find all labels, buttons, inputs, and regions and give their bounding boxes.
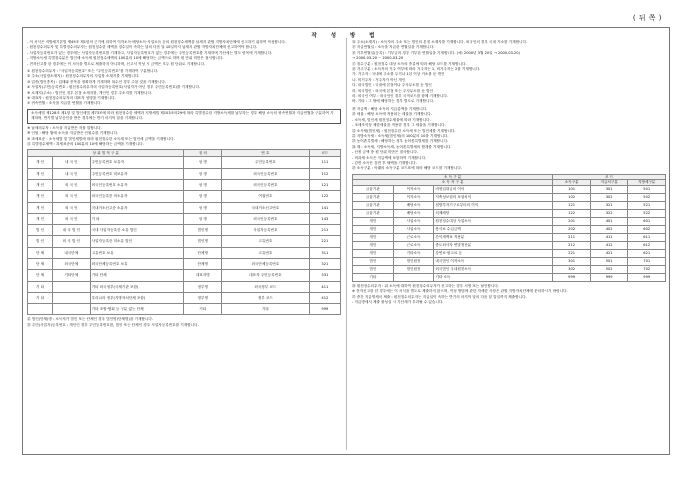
- cell-code: 321: [309, 258, 340, 269]
- cell-name: 기 타: [90, 213, 184, 224]
- table-row: [28, 202, 341, 213]
- instruction-item: ㉔ 계 : 소득세, 지방소득세, 농어촌특별세의 합계를 기재합니다.: [352, 144, 452, 149]
- cell-subgroup: 외 국 인: [53, 179, 91, 190]
- left-items-top: [27, 69, 341, 107]
- th-payer-code: 지급처구분: [590, 180, 628, 186]
- cell-income-kind: 기타소득: [393, 249, 434, 257]
- footnote-item: - 지급명세서 제출 불성실 시 가산세가 부과될 수 있습니다.: [352, 299, 444, 304]
- cell-description: 기타 소득: [434, 273, 553, 281]
- instruction-item: ⑮ 지급연월일 : 소득을 지급한 연월일을 기재합니다.: [352, 45, 435, 50]
- cell-income-code: 121: [553, 201, 591, 209]
- th-number: 번 호: [222, 150, 310, 157]
- footnote-item: ㉗ 중간 지급명세서 제출 : 원천징수의무자는 지급일이 속하는 반기의 마지막 달의 다음 달 말일까지 제출합니다.: [352, 294, 527, 299]
- cell-name: 우리나라 정부(지방자치단체 포함): [90, 292, 184, 303]
- cell-number: 대표자 주민등록번호: [222, 270, 310, 281]
- intro-paragraph: - 지방소득세 특별징수분은 법인세·소득세 원천징수세액의 100분의 10에 해당하는 금액으로 하며 원 단위 미만은 절사합니다.: [27, 56, 224, 61]
- table-row: [353, 209, 666, 217]
- cell-local-code: 999: [628, 273, 666, 281]
- cell-number: 외국인등록번호: [222, 168, 310, 179]
- th-local-code: 지방세구분: [628, 180, 666, 186]
- instruction-item: ⑬ 주민(사업자)등록번호 : 개인인 경우 주민등록번호를, 법인 또는 단체인 경우 사업자등록번호를 기재합니다.: [27, 322, 199, 327]
- cell-local-code: 502: [628, 193, 666, 201]
- cell-subgroup: 내 국 법 인: [53, 225, 91, 236]
- cell-payer-code: 411: [590, 233, 628, 241]
- cell-income-code: 302: [553, 265, 591, 273]
- table-row: [28, 168, 341, 179]
- cell-earner-group: 기타: [353, 273, 394, 281]
- cell-number: 사업자등록번호: [222, 225, 310, 236]
- cell-description: 봉사료 수입금액: [434, 225, 553, 233]
- table-row: [353, 201, 666, 209]
- instruction-item: ⑱ 거주구분 : 소득자의 거주 여부에 따라 거주자는 1, 비거주자는 2를 기재합니다.: [352, 67, 481, 72]
- cell-name: 주민등록번호 미보유자: [90, 168, 184, 179]
- cell-group: 기 타: [28, 281, 53, 292]
- instruction-item: - 소득세, 법인세 원천징수세율에 따라 기재합니다.: [352, 117, 431, 122]
- column-divider: [346, 38, 347, 450]
- cell-payer-code: 501: [590, 257, 628, 265]
- instruction-item: ⑪ 특별징수세액 : 과세표준의 100분의 10에 해당하는 금액을 기재합니다.: [27, 141, 144, 146]
- cell-subgroup: [53, 281, 91, 292]
- cell-basis: 단체명: [184, 258, 222, 269]
- cell-code: 999: [309, 304, 340, 315]
- cell-earner-group: 법인: [353, 265, 394, 273]
- cell-income-kind: 배당소득: [393, 209, 434, 217]
- cell-description: 외국법인 국내원천소득: [434, 265, 553, 273]
- cell-code: 143: [309, 213, 340, 224]
- cell-description: 원천징수대상 사업소득: [434, 217, 553, 225]
- cell-local-code: 602: [628, 225, 666, 233]
- cell-income-kind: 법인원천: [393, 265, 434, 273]
- cell-income-code: 999: [553, 273, 591, 281]
- instruction-item: ⑧ 납세의무자 : 소득을 지급받은 자를 말합니다.: [27, 125, 102, 130]
- intro-paragraph: - 전자신고를 한 경우에는 이 서식을 별도로 제출하지 아니하며, 신고서 작성 시 금액은 모두 원 단위로 기재합니다.: [27, 61, 206, 66]
- cell-code: 141: [309, 202, 340, 213]
- cell-description: 강연료·원고료 등: [434, 249, 553, 257]
- cell-payer-code: 502: [590, 265, 628, 273]
- left-items-mid: [27, 126, 341, 148]
- cell-group: 개 인: [28, 157, 53, 168]
- instruction-item: ※ 전자신고를 한 경우에는 이 서식을 별도로 제출하지 않으며, 작성 방법에 관한 자세한 사항은 관할 지방자치단체에 문의하시기 바랍니다.: [352, 289, 568, 294]
- cell-name: 주민등록번호 보유자: [90, 157, 184, 168]
- cell-local-code: 621: [628, 249, 666, 257]
- instruction-item: ⑭ 주소(소재지) : 소득자의 주소 또는 법인의 본점 소재지를 기재합니다. 외국인의 경우 국내 거소를 기재합니다.: [352, 40, 528, 44]
- cell-description: 의제배당: [434, 209, 553, 217]
- instruction-item: - 조세조약상 제한세율을 적용한 경우 그 세율을 기재합니다.: [352, 123, 446, 128]
- table-row: [28, 191, 341, 202]
- instruction-item: ⑩ 과세표준 : 소득세법 및 법인세법에 따라 원천징수한 소득세 또는 법인세 금액을 기재합니다.: [27, 136, 175, 141]
- right-items-mid: [352, 107, 666, 172]
- table-row: [353, 217, 666, 225]
- cell-earner-group: 금융기관: [353, 185, 394, 193]
- th-code: 코드: [309, 150, 340, 157]
- cell-name: 국내거소신고증 소유자: [90, 202, 184, 213]
- instruction-item: 가. 거주자 : 국내에 주소를 두거나 1년 이상 거소를 둔 개인: [352, 72, 445, 77]
- cell-income-kind: 이자소득: [393, 193, 434, 201]
- instruction-item: 다. 내국법인 : 국내에 본점이나 주사무소를 둔 법인: [352, 83, 432, 88]
- cell-group: 단 체: [28, 247, 53, 258]
- table-row: [28, 236, 341, 247]
- income-type-code-table: [352, 174, 666, 282]
- cell-group: [28, 304, 53, 315]
- left-items-bottom: [27, 317, 341, 328]
- th-codes: 코 드: [553, 174, 666, 180]
- table-row: [28, 281, 341, 292]
- cell-name: 사업자등록증 미소유 법인: [90, 236, 184, 247]
- cell-code: 411: [309, 281, 340, 292]
- cell-basis: 성 명: [184, 202, 222, 213]
- cell-local-code: 522: [628, 209, 666, 217]
- cell-basis: 성 명: [184, 168, 222, 179]
- cell-number: 정부 코드: [222, 292, 310, 303]
- cell-basis: 성 명: [184, 213, 222, 224]
- cell-subgroup: 외 국 법 인: [53, 236, 91, 247]
- table-row: [353, 249, 666, 257]
- left-column: [27, 40, 341, 328]
- cell-description: 집합투자기구로부터의 이익: [434, 201, 553, 209]
- cell-group: 개 인: [28, 168, 53, 179]
- cell-code: 111: [309, 157, 340, 168]
- cell-basis: 법인명: [184, 236, 222, 247]
- cell-number: 기타: [222, 304, 310, 315]
- cell-subgroup: 기타단체: [53, 270, 91, 281]
- instruction-item: ⑦ 귀속연월 : 소득을 지급한 연월을 기재합니다.: [27, 101, 102, 106]
- cell-code: 311: [309, 247, 340, 258]
- cell-basis: 대표자명: [184, 270, 222, 281]
- cell-earner-group: 개인: [353, 225, 394, 233]
- th-basis: 징 의: [184, 150, 222, 157]
- instruction-item: - 비과세 소득은 지급액에 포함하여 기재합니다.: [352, 155, 427, 160]
- cell-subgroup: 외 국 인: [53, 213, 91, 224]
- cell-number: 고유번호: [222, 247, 310, 258]
- cell-name: 기타 단체: [90, 270, 184, 281]
- right-items-bottom: [352, 284, 666, 295]
- cell-number: 국내거소신고번호: [222, 202, 310, 213]
- cell-payer-code: 302: [590, 193, 628, 201]
- instruction-item: ① 원천징수의무자 : "사업자등록번호" 또는 "주민등록번호"를 기재하여 구분합니다.: [27, 69, 159, 74]
- cell-earner-group: 금융기관: [353, 193, 394, 201]
- cell-basis: 정부명: [184, 281, 222, 292]
- table-row: [28, 225, 341, 236]
- cell-payer-code: 321: [590, 201, 628, 209]
- instruction-item: ㉕ 소득구분 : 아래의 소득구분 코드표에 따라 해당 코드를 기재합니다.: [352, 166, 462, 171]
- instruction-item: ⑨ 인원 : 해당 월에 소득을 지급받은 인원수를 기재합니다.: [27, 131, 119, 136]
- boxed-note-text: 소득세법 제128조 제1항 및 법인세법 제73조에 따라 원천징수한 세액과 지방세법 제103조의29에 따라 특별징수한 지방소득세를 납부하는 경우 해당 소득의 귀속연월과 지급연월을 구분하여 기재하며, 반기별 납부승인을 받은 경우에는 반기 마지막 달을 기재합니다.: [31, 110, 334, 121]
- intro-paragraph: - 이 서식은 지방세기본법 제49조 제1항의 근거에 의하여 이자소득·배당소득·사업소득 등의 원천징수세액을 납세지 관할 지방자치단체에 신고하기 위하여 작성합니다.: [27, 40, 286, 44]
- cell-number: 외국인등록번호: [222, 213, 310, 224]
- table-row: [28, 258, 341, 269]
- right-items-top: [352, 40, 666, 105]
- instruction-item: ⑥ 대표자 : 원천징수의무자의 대표자 성명을 기재합니다.: [27, 96, 116, 101]
- table-row: [353, 265, 666, 273]
- cell-income-kind: [393, 273, 434, 281]
- instruction-item: ⑳ 세율 : 해당 소득에 적용되는 세율을 기재합니다.: [352, 112, 432, 117]
- instruction-item: ③ 업종(법인종목) : 업태와 종목을 정확하게 기재하며 복수인 경우 주된 것을 기재합니다.: [27, 79, 166, 84]
- income-earner-code-table: [27, 149, 341, 315]
- instruction-item: 바. 기타 : 그 밖에 해당하는 경우 별도로 기재합니다.: [352, 99, 435, 104]
- cell-income-code: 122: [553, 209, 591, 217]
- cell-income-kind: 이자소득: [393, 185, 434, 193]
- cell-code: 121: [309, 179, 340, 190]
- instruction-item: ② 주소(사업장소재지) : 원천징수의무자의 사업장 소재지를 기재합니다.: [27, 74, 140, 79]
- cell-payer-code: 402: [590, 225, 628, 233]
- cell-income-code: 101: [553, 185, 591, 193]
- cell-description: 간이세액표 적용분: [434, 233, 553, 241]
- table-row: [28, 270, 341, 281]
- table-row: [28, 213, 341, 224]
- table-row: [353, 193, 666, 201]
- instruction-item: 마. 외국인 여부 : 외국인인 경우 국적코드를 함께 기재합니다.: [352, 94, 448, 99]
- cell-income-code: 201: [553, 217, 591, 225]
- cell-payer-code: 421: [590, 249, 628, 257]
- instruction-item: - 산정 금액 중 원 단위 미만은 절사합니다.: [352, 150, 418, 155]
- instruction-item: ㉖ 원천징수의무자 : 위 소득에 대하여 원천징수의무자가 신고하는 경우 서명 또는 날인합니다.: [352, 283, 499, 288]
- cell-number: 고유번호: [222, 236, 310, 247]
- cell-income-kind: 사업소득: [393, 225, 434, 233]
- right-footnotes: [352, 295, 666, 306]
- left-intro: [27, 40, 341, 67]
- cell-income-code: 211: [553, 233, 591, 241]
- cell-group: 개 인: [28, 179, 53, 190]
- table-row: [353, 257, 666, 265]
- cell-basis: 정부명: [184, 292, 222, 303]
- table-row: [353, 241, 666, 249]
- instruction-item: ㉓ 농어촌특별세 : 해당하는 경우 농어촌특별세를 기재합니다.: [352, 139, 449, 144]
- instruction-item: 라. 외국법인 : 외국에 본점 또는 주사무소를 둔 법인: [352, 88, 433, 93]
- cell-earner-group: 개인: [353, 217, 394, 225]
- table-row: [28, 179, 341, 190]
- table-header-row: [28, 150, 341, 157]
- instruction-item: ⑲ 지급액 : 해당 소득의 지급총액을 기재합니다.: [352, 106, 428, 111]
- th-income-type: 소 득 구 분: [353, 174, 553, 180]
- cell-name: 외국단체등록번호 보유: [90, 258, 184, 269]
- cell-code: 412: [309, 292, 340, 303]
- cell-payer-code: 401: [590, 217, 628, 225]
- table-row: [353, 185, 666, 193]
- cell-income-kind: 근로소득: [393, 233, 434, 241]
- instruction-item: - 감면 소득은 감면 후 세액을 기재합니다.: [352, 160, 417, 165]
- cell-group: 단 체: [28, 270, 53, 281]
- cell-number: 외국인등록번호: [222, 179, 310, 190]
- cell-earner-group: 개인: [353, 233, 394, 241]
- cell-local-code: 612: [628, 241, 666, 249]
- cell-basis: 기타: [184, 304, 222, 315]
- cell-local-code: 501: [628, 185, 666, 193]
- cell-income-code: 221: [553, 249, 591, 257]
- cell-number: 외국정부 코드: [222, 281, 310, 292]
- table-row: [28, 292, 341, 303]
- cell-group: 개 인: [28, 191, 53, 202]
- table-row: [353, 233, 666, 241]
- cell-subgroup: 내국단체: [53, 247, 91, 258]
- cell-income-code: 301: [553, 257, 591, 265]
- cell-subgroup: 내 국 인: [53, 157, 91, 168]
- cell-name: 기타 외국정부(국제기관 포함): [90, 281, 184, 292]
- cell-subgroup: 내 국 인: [53, 168, 91, 179]
- cell-income-kind: 배당소득: [393, 201, 434, 209]
- cell-income-code: 202: [553, 225, 591, 233]
- cell-payer-code: 999: [590, 273, 628, 281]
- boxed-note: [27, 109, 341, 124]
- cell-earner-group: 개인: [353, 241, 394, 249]
- th-income-code: 소득구분: [553, 180, 591, 186]
- cell-earner-group: 개인: [353, 249, 394, 257]
- cell-income-code: 212: [553, 241, 591, 249]
- sheet-title: 작 성 방 법: [311, 33, 381, 39]
- cell-local-code: 521: [628, 201, 666, 209]
- cell-group: 단 체: [28, 258, 53, 269]
- instruction-item: ⑯ 기부연월일(등록) : 기부금의 경우 기부한 연월일을 기재합니다. (예: 2000년 3월 20일 → 2000.03.20): [352, 50, 520, 55]
- instruction-item: ④ 사업자(주민)등록번호 : 원천징수의무자의 사업자등록번호(사업자가 아닌 경우 주민등록번호)를 기재합니다.: [27, 85, 201, 90]
- cell-basis: 성 명: [184, 191, 222, 202]
- cell-income-kind: 법인원천: [393, 257, 434, 265]
- cell-local-code: 611: [628, 233, 666, 241]
- cell-earner-group: 금융기관: [353, 209, 394, 217]
- intro-paragraph: - 원천징수의무자 및 특별징수의무자는 원천징수한 세액을 징수일이 속하는 달의 다음 달 10일까지 납세지 관할 지방자치단체에 신고하여야 합니다.: [27, 45, 258, 50]
- cell-group: 법 인: [28, 225, 53, 236]
- cell-code: 331: [309, 270, 340, 281]
- th-earner-type: 소 득 자 구 분: [353, 180, 553, 186]
- cell-number: 주민등록번호: [222, 157, 310, 168]
- cell-local-code: 702: [628, 265, 666, 273]
- cell-basis: 성 명: [184, 157, 222, 168]
- table-row: [353, 225, 666, 233]
- cell-subgroup: [53, 292, 91, 303]
- table-row: [28, 157, 341, 168]
- table-row: [353, 273, 666, 281]
- cell-subgroup: 외 국 인: [53, 202, 91, 213]
- table-row: [28, 304, 341, 315]
- cell-basis: 법인명: [184, 225, 222, 236]
- cell-code: 221: [309, 236, 340, 247]
- instruction-item: ⑰ 징수구분 : 원천징수 대상 소득의 종류에 따라 해당 코드를 기재합니다.: [352, 61, 467, 66]
- instruction-item: 나. 비거주자 : 거주자가 아닌 개인: [352, 77, 406, 82]
- instruction-item: → 2000-03-20 ~ 2000-03-20: [352, 56, 404, 61]
- intro-paragraph: - 사업자등록번호가 있는 경우에는 사업자등록번호를 기재하고, 사업자등록번호가 없는 경우에는 주민등록번호를 기재하며 가산세는 별도 항목에 기재합니다.: [27, 50, 273, 55]
- cell-name: 외국인등록번호 소유자: [90, 179, 184, 190]
- cell-number: 외국단체등록번호: [222, 258, 310, 269]
- cell-subgroup: 외국단체: [53, 258, 91, 269]
- cell-group: 개 인: [28, 213, 53, 224]
- cell-description: 비영업대금의 이익: [434, 185, 553, 193]
- cell-group: 법 인: [28, 236, 53, 247]
- cell-basis: 성 명: [184, 179, 222, 190]
- instruction-item: ㉒ 지방소득세 : 소득세(법인세)의 100분의 10을 기재합니다.: [352, 133, 449, 138]
- cell-description: 저축성보험의 보험차익: [434, 193, 553, 201]
- table-row: [28, 247, 341, 258]
- cell-group: 기 타: [28, 292, 53, 303]
- cell-name: 기타 조합·협회 등 구분 없는 단체: [90, 304, 184, 315]
- cell-payer-code: 301: [590, 185, 628, 193]
- cell-name: 외국인등록증 미소유자: [90, 191, 184, 202]
- th-category: 상 위 법 적 구 분: [28, 150, 184, 157]
- cell-earner-group: 금융기관: [353, 201, 394, 209]
- cell-payer-code: 322: [590, 209, 628, 217]
- cell-income-kind: 사업소득: [393, 217, 434, 225]
- cell-group: 개 인: [28, 202, 53, 213]
- cell-local-code: 601: [628, 217, 666, 225]
- cell-code: 211: [309, 225, 340, 236]
- instruction-item: ㉑ 소득세(법인세) : 원천징수한 소득세 또는 법인세를 기재합니다.: [352, 128, 456, 133]
- cell-code: 122: [309, 191, 340, 202]
- cell-name: 고유번호 보유: [90, 247, 184, 258]
- cell-payer-code: 412: [590, 241, 628, 249]
- cell-earner-group: 법인: [353, 257, 394, 265]
- instruction-sheet: [22, 27, 670, 455]
- cell-name: 국내 사업자등록증 소유 법인: [90, 225, 184, 236]
- cell-local-code: 701: [628, 257, 666, 265]
- cell-subgroup: [53, 304, 91, 315]
- cell-description: 중도퇴사자 연말정산분: [434, 241, 553, 249]
- instruction-item: ⑫ 법인(단체)명 : 소득자가 법인 또는 단체인 경우 법인명(단체명)을 기재합니다.: [27, 317, 153, 322]
- cell-code: 112: [309, 168, 340, 179]
- cell-number: 여권번호: [222, 191, 310, 202]
- cell-description: 내국법인 이자소득: [434, 257, 553, 265]
- cell-basis: 단체명: [184, 247, 222, 258]
- cell-income-code: 102: [553, 193, 591, 201]
- cell-subgroup: 외 국 인: [53, 191, 91, 202]
- page-side-tag: ( 뒤 쪽 ): [632, 14, 662, 22]
- cell-income-kind: 근로소득: [393, 241, 434, 249]
- instruction-item: ⑤ 소재지(주소) : 법인인 경우 본점 소재지를, 개인인 경우 주소지를 기재합니다.: [27, 90, 153, 95]
- right-column: [352, 40, 666, 305]
